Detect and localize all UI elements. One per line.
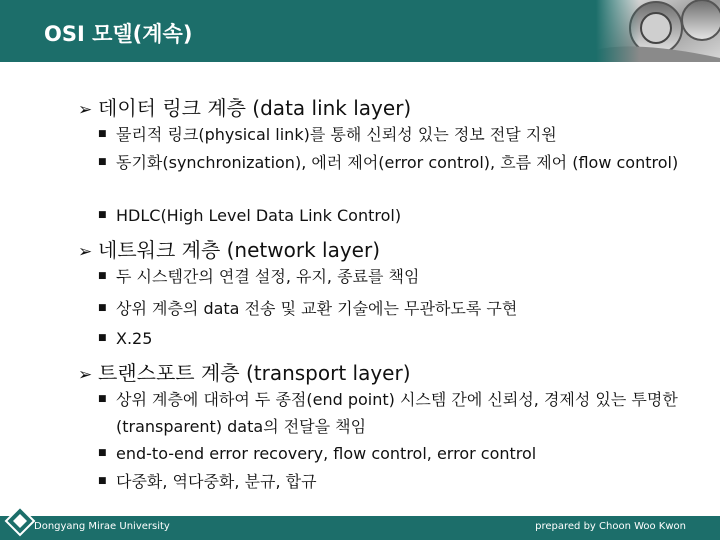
slide-content [0,62,720,516]
section-heading-network [78,234,380,263]
footer-university: Dongyang Mirae University [34,521,170,532]
list-item [98,149,688,176]
diamond-logo-icon [4,505,36,537]
square-bullet-icon: ■ [98,303,107,313]
slide-title: OSI 모델(계속) [44,22,193,46]
arrow-icon: ➢ [78,242,93,262]
footer-author: prepared by Choon Woo Kwon [535,521,686,532]
square-bullet-icon: ■ [98,333,107,343]
list-item [98,202,688,229]
footer-bar [0,516,720,540]
arrow-icon: ➢ [78,365,93,385]
square-bullet-icon: ■ [98,448,107,458]
square-bullet-icon: ■ [98,210,107,220]
list-item [98,468,688,495]
list-item [98,121,688,148]
list-item [98,386,688,440]
list-item-text: 두 시스템간의 연결 설정, 유지, 종료를 책임 [116,267,420,286]
section-heading-text: 트랜스포트 계층 (transport layer) [98,361,411,385]
list-item-text: 물리적 링크(physical link)를 통해 신뢰성 있는 정보 전달 지원 [116,125,557,144]
section-heading-transport [78,357,411,386]
list-item [98,325,688,352]
list-item-text: 동기화(synchronization), 에러 제어(error control), 흐름 제어 (flow control) [116,153,679,172]
square-bullet-icon: ■ [98,394,107,404]
list-item-text: HDLC(High Level Data Link Control) [116,206,402,225]
section-heading-text: 네트워크 계층 (network layer) [98,238,380,262]
square-bullet-icon: ■ [98,157,107,167]
list-item-text: 다중화, 역다중화, 분규, 합규 [116,472,317,491]
list-item-text: X.25 [116,329,153,348]
square-bullet-icon: ■ [98,129,107,139]
list-item [98,263,688,290]
arrow-icon: ➢ [78,100,93,120]
pipes-photo-icon [596,0,720,62]
header-decoration-image [596,0,720,62]
section-heading-text: 데이터 링크 계층 (data link layer) [98,96,412,120]
square-bullet-icon: ■ [98,271,107,281]
list-item [98,440,688,467]
title-bar [0,0,720,62]
list-item-text: 상위 계층의 data 전송 및 교환 기술에는 무관하도록 구현 [116,299,518,318]
list-item [98,295,688,322]
square-bullet-icon: ■ [98,476,107,486]
section-heading-data-link [78,92,411,121]
list-item-text: end-to-end error recovery, flow control, error control [116,444,537,463]
list-item-text: 상위 계층에 대하여 두 종점(end point) 시스템 간에 신뢰성, 경제성 있는 투명한(transparent) data의 전달을 책임 [116,390,678,436]
